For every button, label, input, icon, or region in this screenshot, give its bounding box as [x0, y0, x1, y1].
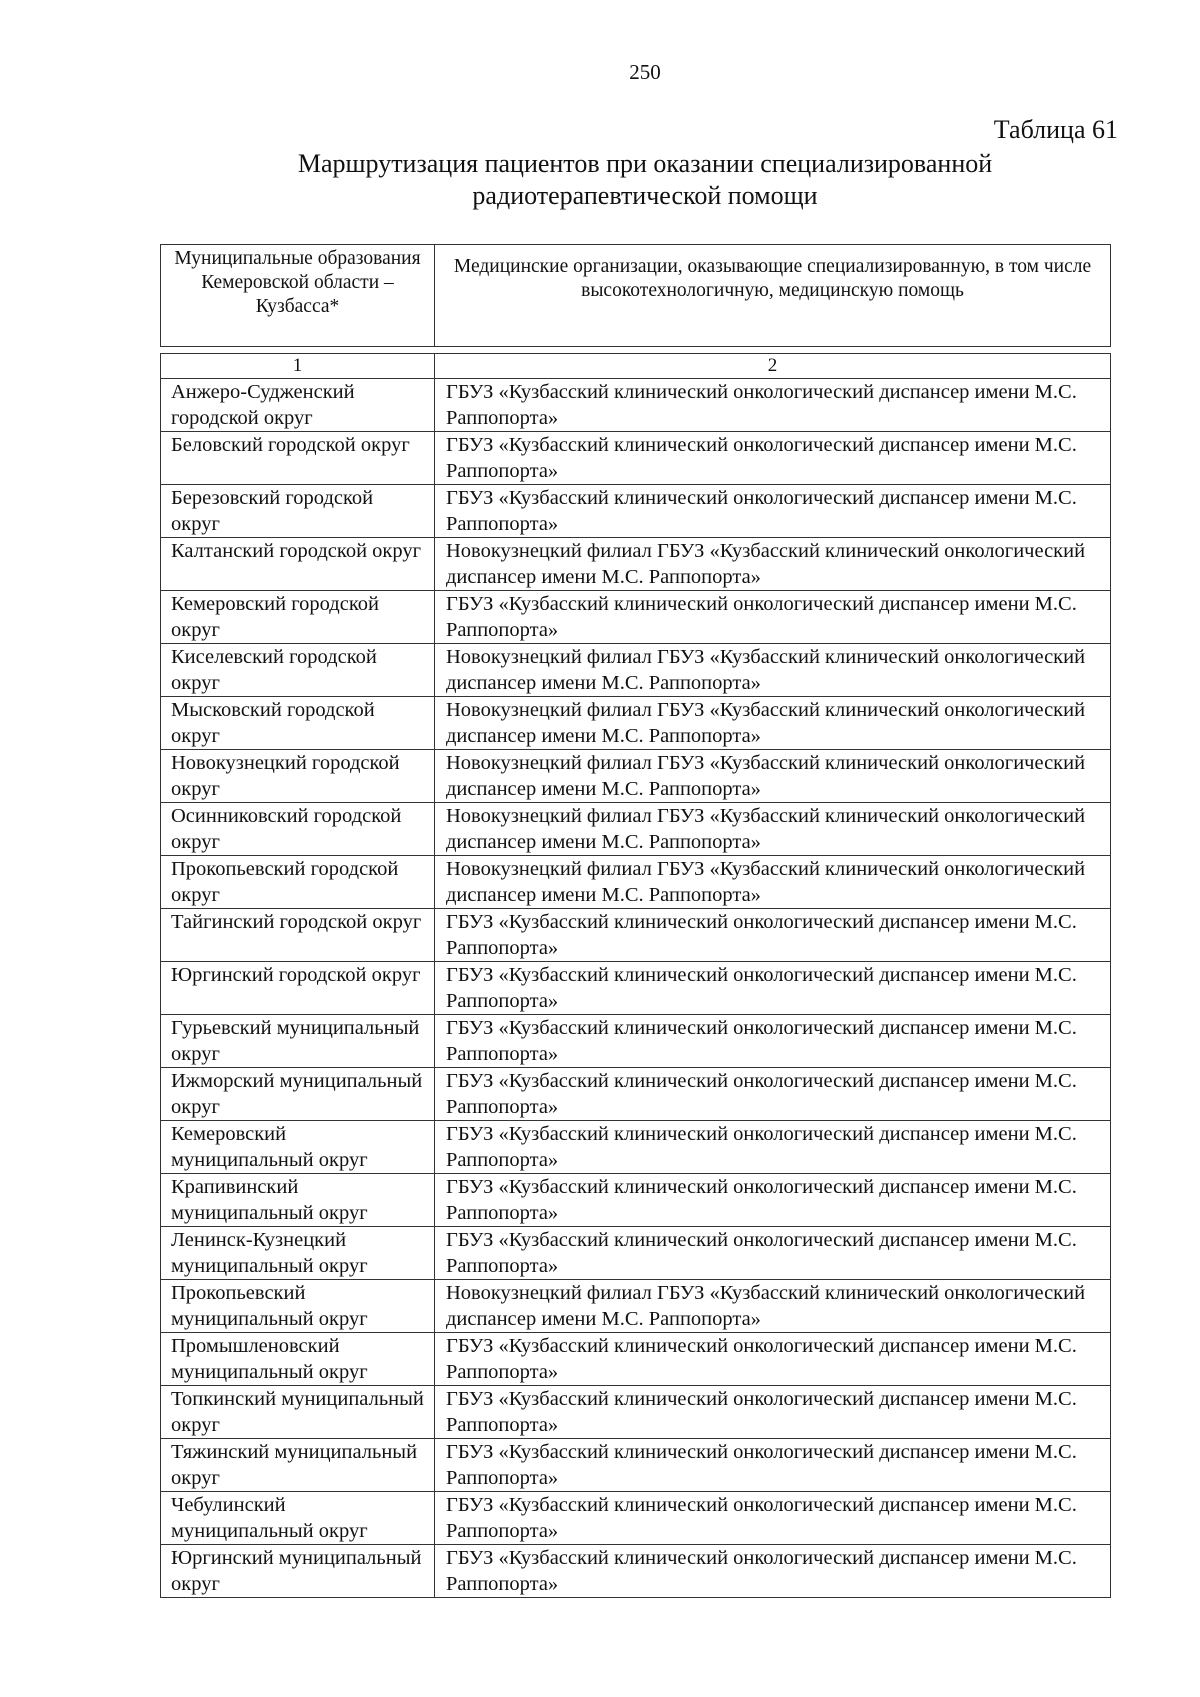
table-row: [161, 432, 1111, 485]
organization-cell: Новокузнецкий филиал ГБУЗ «Кузбасский клинический онкологический диспансер имени М.С. Раппопорта»: [435, 1280, 1111, 1333]
organization-cell: ГБУЗ «Кузбасский клинический онкологический диспансер имени М.С. Раппопорта»: [435, 379, 1111, 432]
municipality-cell: Кемеровский городской округ: [161, 591, 435, 644]
page-number: 250: [629, 60, 661, 84]
organization-cell: ГБУЗ «Кузбасский клинический онкологический диспансер имени М.С. Раппопорта»: [435, 1015, 1111, 1068]
municipality-cell: Ижморский муниципальный округ: [161, 1068, 435, 1121]
organization-cell: ГБУЗ «Кузбасский клинический онкологический диспансер имени М.С. Раппопорта»: [435, 485, 1111, 538]
organization-cell: ГБУЗ «Кузбасский клинический онкологический диспансер имени М.С. Раппопорта»: [435, 1545, 1111, 1598]
municipality-cell: Калтанский городской округ: [161, 538, 435, 591]
organization-cell: ГБУЗ «Кузбасский клинический онкологический диспансер имени М.С. Раппопорта»: [435, 1439, 1111, 1492]
table-header: [160, 244, 1111, 347]
header-organizations: Медицинские организации, оказывающие специализированную, в том числе высокотехнологичную, медицинскую помощь: [453, 256, 1092, 301]
table-row: [161, 803, 1111, 856]
organization-cell: Новокузнецкий филиал ГБУЗ «Кузбасский клинический онкологический диспансер имени М.С. Раппопорта»: [435, 750, 1111, 803]
organization-cell: ГБУЗ «Кузбасский клинический онкологический диспансер имени М.С. Раппопорта»: [435, 1333, 1111, 1386]
table-row: [161, 591, 1111, 644]
table-row: [161, 1068, 1111, 1121]
table-row: [161, 1280, 1111, 1333]
organization-cell: Новокузнецкий филиал ГБУЗ «Кузбасский клинический онкологический диспансер имени М.С. Раппопорта»: [435, 697, 1111, 750]
municipality-cell: Новокузнецкий городской округ: [161, 750, 435, 803]
municipality-cell: Осинниковский городской округ: [161, 803, 435, 856]
table-row: [161, 1439, 1111, 1492]
table-row: [161, 856, 1111, 909]
municipality-cell: Гурьевский муниципальный округ: [161, 1015, 435, 1068]
table-row: [161, 1333, 1111, 1386]
table-row: [161, 538, 1111, 591]
organization-cell: ГБУЗ «Кузбасский клинический онкологический диспансер имени М.С. Раппопорта»: [435, 1492, 1111, 1545]
organization-cell: Новокузнецкий филиал ГБУЗ «Кузбасский клинический онкологический диспансер имени М.С. Раппопорта»: [435, 644, 1111, 697]
organization-cell: ГБУЗ «Кузбасский клинический онкологический диспансер имени М.С. Раппопорта»: [435, 962, 1111, 1015]
routing-table: [160, 353, 1111, 1598]
organization-cell: Новокузнецкий филиал ГБУЗ «Кузбасский клинический онкологический диспансер имени М.С. Раппопорта»: [435, 538, 1111, 591]
table-row: [161, 485, 1111, 538]
municipality-cell: Ленинск-Кузнецкий муниципальный округ: [161, 1227, 435, 1280]
municipality-cell: Топкинский муниципальный округ: [161, 1386, 435, 1439]
organization-cell: Новокузнецкий филиал ГБУЗ «Кузбасский клинический онкологический диспансер имени М.С. Раппопорта»: [435, 856, 1111, 909]
table-row: [161, 1121, 1111, 1174]
table-row: [161, 1492, 1111, 1545]
title-line-1: Маршрутизация пациентов при оказании специализированной: [297, 149, 993, 178]
organization-cell: ГБУЗ «Кузбасский клинический онкологический диспансер имени М.С. Раппопорта»: [435, 1227, 1111, 1280]
organization-cell: ГБУЗ «Кузбасский клинический онкологический диспансер имени М.С. Раппопорта»: [435, 1068, 1111, 1121]
municipality-cell: Беловский городской округ: [161, 432, 435, 485]
organization-cell: ГБУЗ «Кузбасский клинический онкологический диспансер имени М.С. Раппопорта»: [435, 432, 1111, 485]
municipality-cell: Анжеро-Судженский городской округ: [161, 379, 435, 432]
table-label: Таблица 61: [993, 115, 1118, 144]
column-number-2: 2: [435, 354, 1111, 379]
organization-cell: Новокузнецкий филиал ГБУЗ «Кузбасский клинический онкологический диспансер имени М.С. Раппопорта»: [435, 803, 1111, 856]
column-number-row: [161, 354, 1111, 379]
municipality-cell: Чебулинский муниципальный округ: [161, 1492, 435, 1545]
municipality-cell: Прокопьевский городской округ: [161, 856, 435, 909]
municipality-cell: Киселевский городской округ: [161, 644, 435, 697]
table-row: [161, 1174, 1111, 1227]
organization-cell: ГБУЗ «Кузбасский клинический онкологический диспансер имени М.С. Раппопорта»: [435, 1386, 1111, 1439]
table-row: [161, 379, 1111, 432]
municipality-cell: Кемеровский муниципальный округ: [161, 1121, 435, 1174]
routing-table-body: [161, 354, 1111, 1598]
table-row: [161, 1545, 1111, 1598]
municipality-cell: Тайгинский городской округ: [161, 909, 435, 962]
table-row: [161, 1015, 1111, 1068]
municipality-cell: Березовский городской округ: [161, 485, 435, 538]
title-line-2: радиотерапевтической помощи: [472, 181, 818, 210]
organization-cell: ГБУЗ «Кузбасский клинический онкологический диспансер имени М.С. Раппопорта»: [435, 591, 1111, 644]
municipality-cell: Прокопьевский муниципальный округ: [161, 1280, 435, 1333]
table-row: [161, 697, 1111, 750]
table-row: [161, 909, 1111, 962]
table-row: [161, 1227, 1111, 1280]
municipality-cell: Мысковский городской округ: [161, 697, 435, 750]
municipality-cell: Промышленовский муниципальный округ: [161, 1333, 435, 1386]
municipality-cell: Юргинский городской округ: [161, 962, 435, 1015]
municipality-cell: Крапивинский муниципальный округ: [161, 1174, 435, 1227]
organization-cell: ГБУЗ «Кузбасский клинический онкологический диспансер имени М.С. Раппопорта»: [435, 1121, 1111, 1174]
table-row: [161, 1386, 1111, 1439]
column-number-1: 1: [161, 354, 435, 379]
table-row: [161, 962, 1111, 1015]
document-title: [160, 148, 1130, 212]
table-row: [161, 750, 1111, 803]
table-row: [161, 644, 1111, 697]
organization-cell: ГБУЗ «Кузбасский клинический онкологический диспансер имени М.С. Раппопорта»: [435, 1174, 1111, 1227]
organization-cell: ГБУЗ «Кузбасский клинический онкологический диспансер имени М.С. Раппопорта»: [435, 909, 1111, 962]
header-municipalities: Муниципальные образования Кемеровской области – Кузбасса*: [161, 245, 435, 346]
municipality-cell: Тяжинский муниципальный округ: [161, 1439, 435, 1492]
municipality-cell: Юргинский муниципальный округ: [161, 1545, 435, 1598]
